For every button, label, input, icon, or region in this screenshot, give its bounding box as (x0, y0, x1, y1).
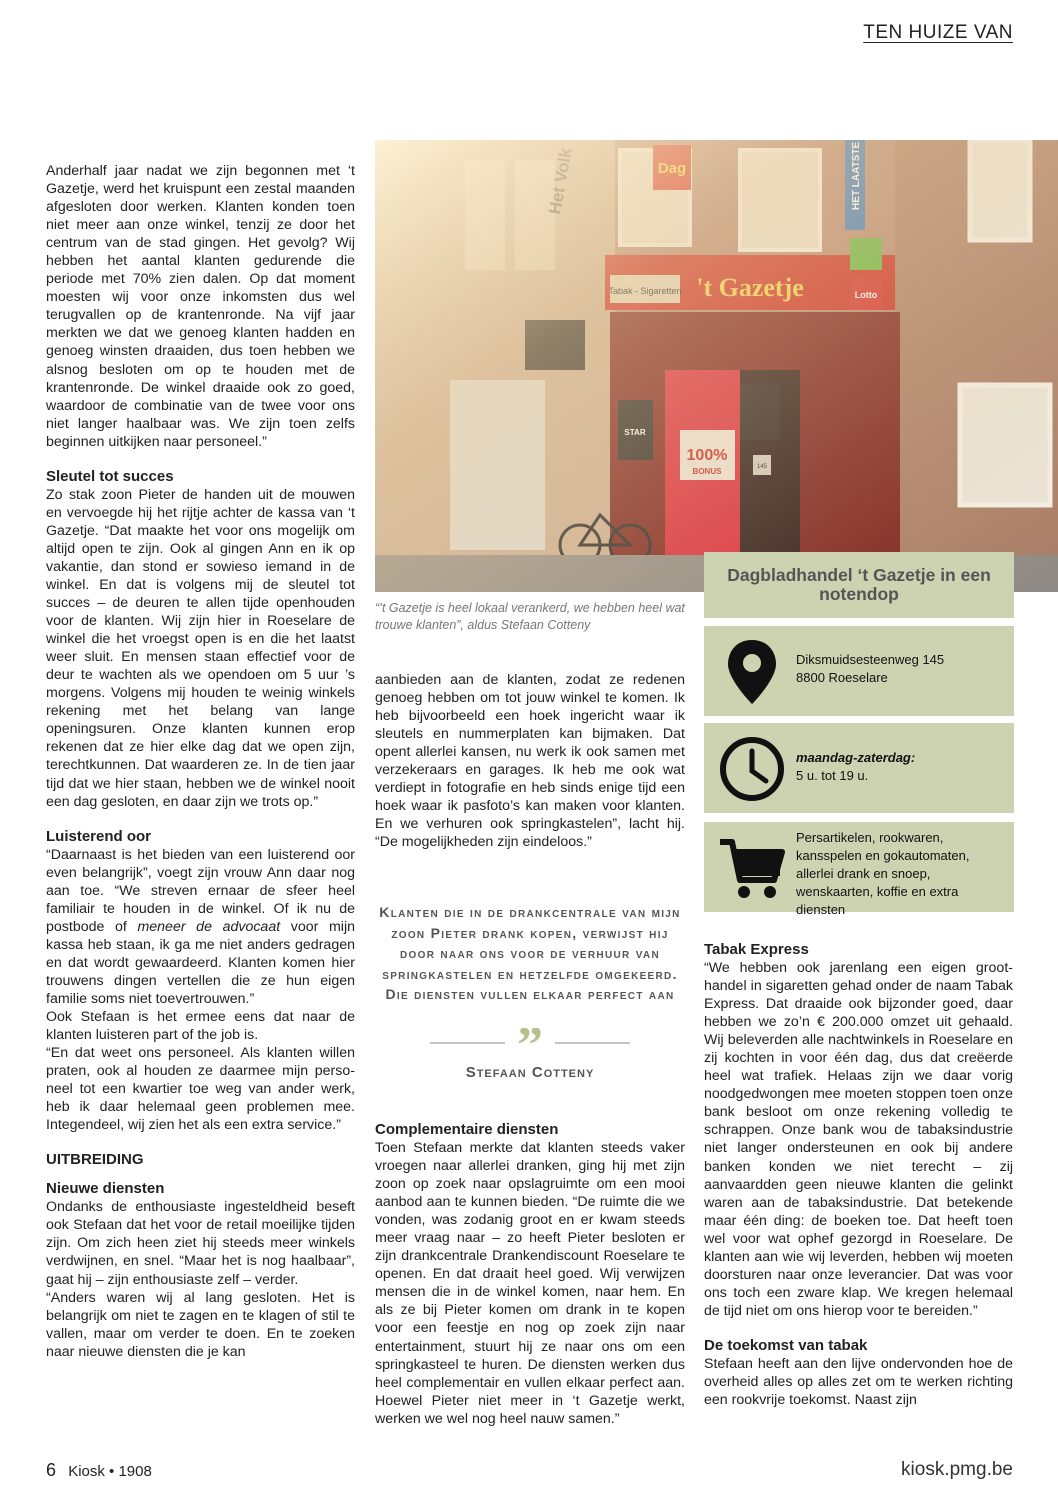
hours-label: maandag-zaterdag: (796, 750, 916, 765)
section-tag: TEN HUIZE VAN (863, 22, 1013, 43)
footer-site-link[interactable]: kiosk.pmg.be (901, 1459, 1013, 1480)
paragraph: aanbieden aan de klanten, zodat ze redenen genoeg hebben om tot jouw winkel te komen. Ik heb bijvoorbeeld een hoek ingericht waar ik sleutels en nummerplaten kan bijmaken. Dat opent allerlei kansen, nu werk ik ook samen met verzekeraars en garages. Ik heb me ook wat verdiept in fotografie en heb sinds enige tijd een hoek waar ik pasfoto’s kan maken voor klanten. En we verhuren ook springkastelen”, lacht hij. “De mogelijkheden zijn eindeloos.” (375, 672, 685, 851)
article-column-2-lower (375, 1120, 685, 1428)
clock-icon (716, 733, 788, 805)
paragraph: “Daarnaast is het bieden van een luisterend oor even belangrijk”, voegt zijn vrouw Ann daar nog aan toe. “We streven ernaar de sfeer heel familiair te houden in de winkel. Of ik nu de postbode of meneer de advocaat voor mijn kassa heb staan, ik ga me niet anders gedragen en dat wordt gewaardeerd. Klanten komen hier trouwens dingen vertellen die ze hun eigen familie soms niet toevertrouwen.” (46, 846, 356, 1007)
footer-left (46, 1460, 152, 1481)
photo-caption: “’t Gazetje is heel lokaal verankerd, we hebben heel wat trouwe klanten”, aldus Stefaan Cotteny (375, 601, 685, 632)
article-column-2 (375, 671, 685, 851)
quote-glyph: ” (517, 1028, 543, 1058)
address-line-2: 8800 Roeselare (796, 670, 888, 685)
address-line-1: Diksmuidsesteenweg 145 (796, 652, 945, 667)
infobox-address (704, 626, 1014, 716)
infobox-hours (704, 723, 1014, 813)
subheading-complementaire: Complementaire diensten (375, 1121, 559, 1138)
paragraph: Ondanks de enthousiaste ingesteldheid beseft ook Stefaan dat het voor de retail moeilijke tijden zijn. Om zich heen ziet hij steeds meer winkels verdwijnen, en snel. “Maar het is nog haalbaar”, gaat hij – zijn enthousiaste zelf – verder. (46, 1199, 355, 1288)
hours-value: 5 u. tot 19 u. (796, 768, 869, 783)
paragraph: Stefaan heeft aan den lijve ondervonden hoe de overheid alles op alles zet om te werken richting een rookvrije toekomst. Naast zijn (704, 1355, 1013, 1409)
products-text: Persartikelen, rookwaren, kansspelen en gokautomaten, allerlei drank en snoep, wenskaarten, koffie en extra diensten (796, 830, 970, 917)
quote-author: Stefaan Cotteny (465, 1064, 595, 1081)
section-heading-uitbreiding: UITBREIDING (46, 1151, 144, 1169)
storefront-photo (375, 140, 1058, 592)
subheading-nieuwe: Nieuwe diensten (46, 1180, 165, 1198)
location-pin-icon (716, 636, 788, 708)
article-column-1 (46, 162, 355, 1361)
paragraph: “We hebben ook jarenlang een eigen groothandel in sigaretten gehad onder de naam Tabak Express. Dat draaide ook bijzonder goed, daar hebben we zo’n € 200.000 omzet uit gehaald. Wij beleverden alle nachtwinkels in Roeselare en zij kochten in voor één dag, dus dat creëerde heel wat trafiek. Helaas zijn we daar vorig noodgedwongen mee moeten stoppen toen onze bank besloot om onze rekening volledig te schrappen. Onze bank wou de tabaksindustrie niet langer ondersteunen en ook bij andere banken konden we niet terecht – zij aanvaardden geen nieuwe klanten die gelinkt waren aan de tabaksindustrie. Dat betekende maar één ding: de boeken toe. Dat heeft toen wel voor wat ophef gezorgd in Roeselare. De klanten aan wie wij leverden, hebben wij moeten doorsturen naar onze leverancier. Dat was voor ons toch een zware klap. We kregen helemaal de tijd niet om ons hierop voor te bereiden.” (704, 960, 1013, 1319)
subheading-toekomst: De toekomst van tabak (704, 1336, 868, 1354)
magazine-issue: Kiosk • 1908 (68, 1463, 152, 1480)
infobox-title: Dagbladhandel ‘t Gazetje in een notendop (704, 552, 1014, 618)
paragraph: “Anders waren wij al lang gesloten. Het is belangrijk om niet te zagen en te klagen of stil te vallen, maar om verder te doen. En te zoeken naar nieuwe diensten die je kan (46, 1289, 355, 1360)
paragraph: Zo stak zoon Pieter de handen uit de mouwen en vervoegde hij het rijtje achter de kassa van ‘t Gazetje. “Dat maakte het voor ons mogelijk om altijd open te zijn. Ook al gingen Ann en ik op vakantie, dan stond er sowieso iemand in de winkel. En dat is volgens mij de sleutel tot succes – de deuren te allen tijde openhouden voor de klanten. Wij zijn hier in Roeselare de winkel die het vroegst open is en die het laatst weer sluit. En mensen staan effectief voor de deur te wachten als we opendoen om 5 uur ’s morgens. Volgens mij houden te weinig winkels rekening met het belang van lange openingsuren. Onze klanten kunnen erop rekenen dat ze hier elke dag dat we open zijn, terechtkunnen. Dat waarderen ze. In de tien jaar tijd dat we hier staan, hebben we de winkel nooit een dag gesloten, en daar zijn we trots op.” (46, 486, 355, 810)
article-column-3 (704, 940, 1013, 1409)
page-number: 6 (46, 1460, 57, 1480)
paragraph: “En dat weet ons personeel. Als klanten willen praten, ook al houden ze daarmee mijn personeel tot een kwartier toe weg van ander werk, heb ik daar helemaal geen problemen mee. Integendeel, wij zien het als een extra service.” (46, 1045, 355, 1134)
subheading-luisterend: Luisterend oor (46, 827, 152, 845)
shopping-cart-icon (716, 832, 788, 904)
paragraph: Anderhalf jaar nadat we zijn begonnen met ‘t Gazetje, werd het kruispunt een zestal maanden afgesloten door werken. Klanten konden toen niet meer aan onze winkel, tenzij ze door het centrum van de stad gingen. Het gevolg? Wij hebben het aantal klanten gedurende die periode met 70% zien dalen. Op dat moment moesten wij voor onze inkomsten dus wel terugvallen op de krantenronde. Na vijf jaar merkten we dat we genoeg klanten hadden en genoeg winsten draaiden, dus toen hebben we alsnog besloten om op te houden met de krantenronde. De winkel draaide ook zo goed, waardoor de combinatie van de twee voor ons niet langer haalbaar was. We zijn toen zelfs beginnen uitkijken naar personeel.” (46, 163, 355, 450)
paragraph: Toen Stefaan merkte dat klanten steeds vaker vroegen naar allerlei dranken, ging hij met zijn zoon op zoek naar opslagruimte om een mooi aanbod aan te kunnen bieden. “De ruimte die we vonden, was zodanig groot en er kwam steeds meer vraag naar – zo heeft Pieter besloten er zijn drankcentrale Drankendiscount Roeselare te openen. En dat draait heel goed. Wij verwijzen mensen die in de winkel komen, naar hem. En als ze bij Pieter komen om drank in te kopen voor een feestje en nog op zoek zijn naar entertainment, stuurt hij ze naar ons om een springkasteel te huren. De diensten werken dus heel complementair en vullen elkaar perfect aan. Hoewel Pieter niet meer in ‘t Gazetje werkt, werken we wel nog heel nauw samen.” (375, 1140, 685, 1427)
quote-mark (375, 1028, 685, 1058)
pull-quote: Klanten die in de drankcentrale van mijn zoon Pieter drank kopen, verwijst hij door naar ons voor de verhuur van springkastelen en hetzelfde omgekeerd. Die diensten vullen elkaar perfect aan (379, 904, 681, 1002)
subheading-sleutel: Sleutel tot succes (46, 467, 174, 485)
paragraph: Ook Stefaan is het ermee eens dat naar de klanten luisteren part of the job is. (46, 1009, 355, 1044)
emphasis: meneer de advocaat (137, 918, 281, 935)
infobox-products (704, 822, 1014, 917)
subheading-tabak: Tabak Express (704, 941, 809, 958)
